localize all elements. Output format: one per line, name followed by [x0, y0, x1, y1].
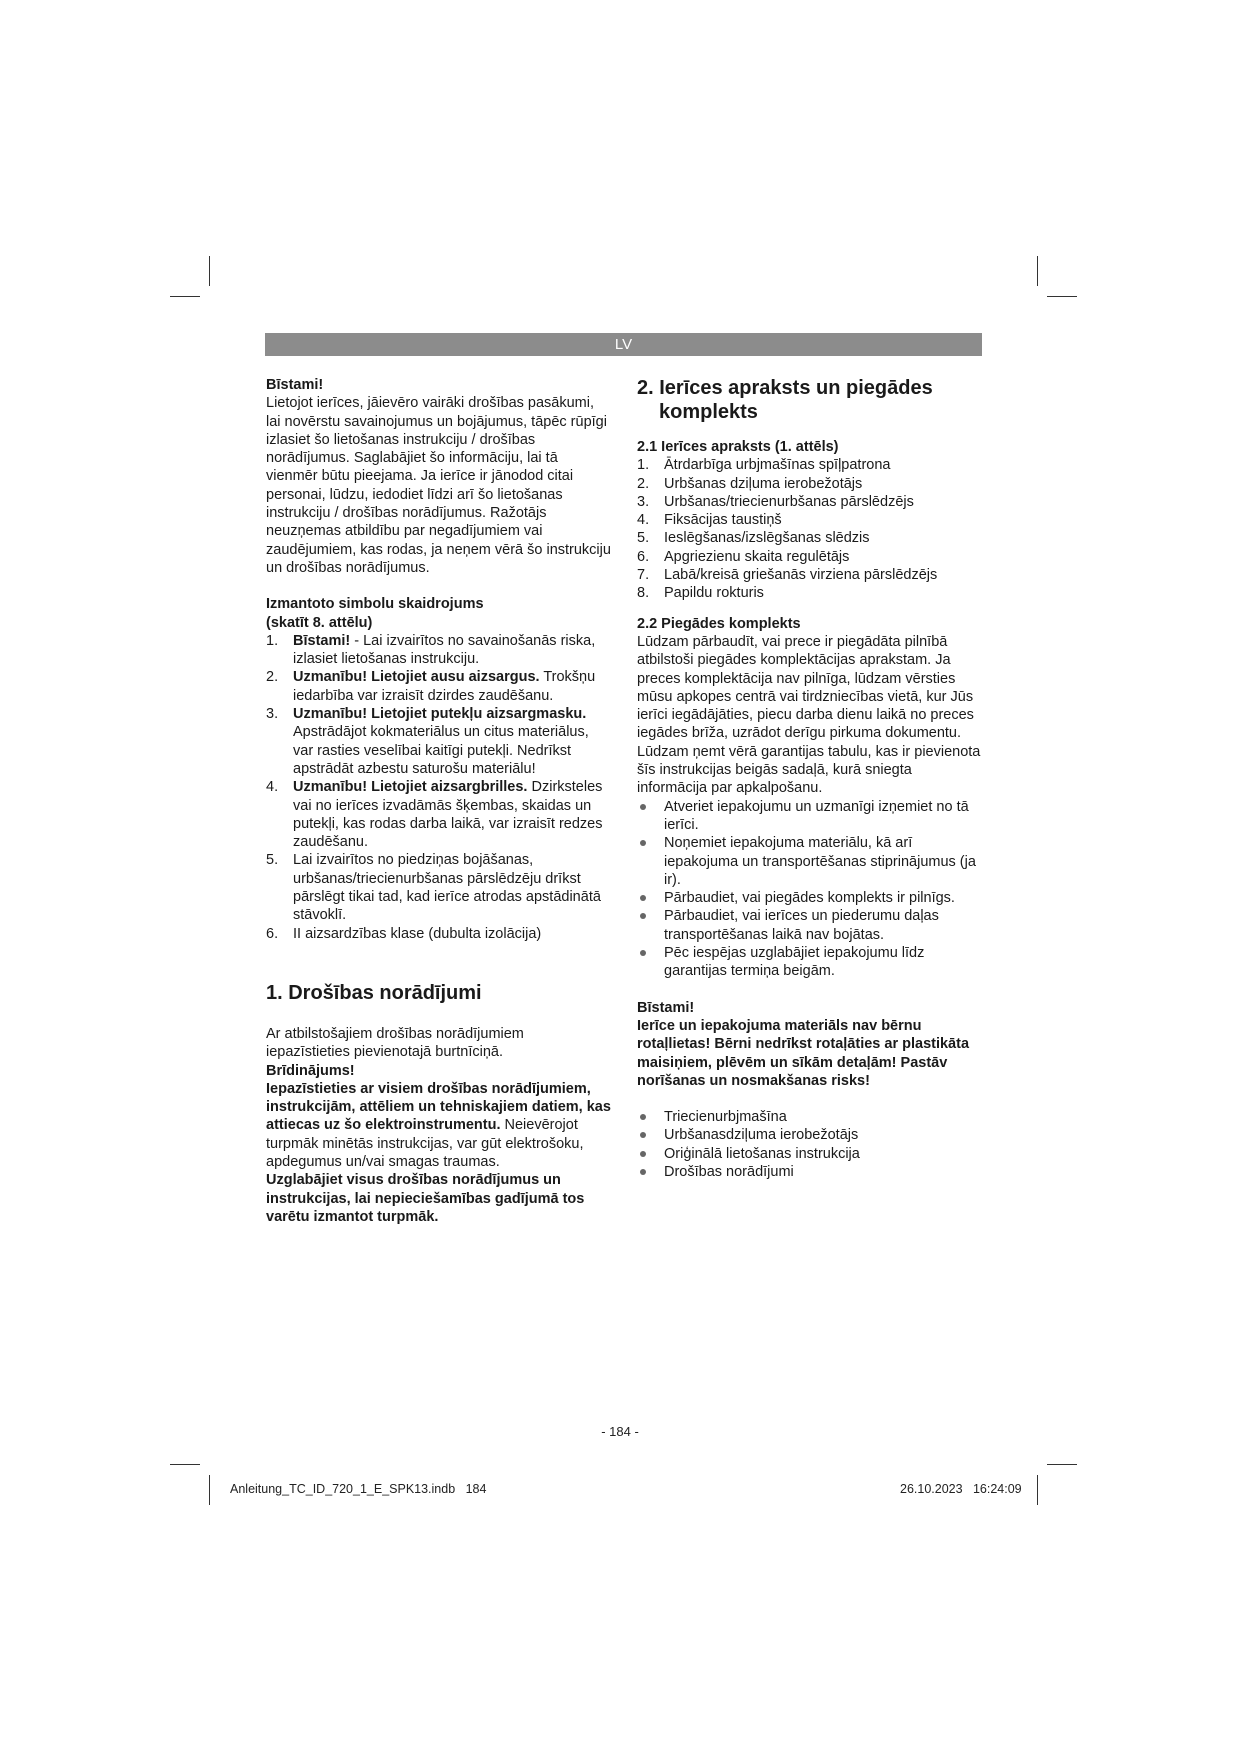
warnings-paragraph	[266, 1080, 611, 1171]
item-number: 5.	[637, 530, 650, 547]
item-text: Apgriezienu skaita regulētājs	[664, 548, 850, 565]
item-number: 5.	[266, 852, 279, 869]
crop-mark	[170, 1464, 200, 1465]
language-bar	[265, 333, 982, 356]
item-text: Trokšņu iedarbība var izraisīt dzirdes zaudēšanu.	[293, 669, 596, 704]
danger-heading: Bīstami!	[266, 377, 324, 393]
item-number: 1.	[637, 457, 650, 474]
list-item	[266, 632, 611, 669]
list-item: Pārbaudiet, vai ierīces un piederumu daļas transportēšanas laikā nav bojātas.	[637, 907, 982, 944]
item-bold: Uzmanību! Lietojiet ausu aizsargus.	[293, 669, 540, 686]
warnings-text: Neievērojot turpmāk minētās instrukcijas, var gūt elektrošoku, apdegumus un/vai smagas traumas.	[266, 1117, 584, 1170]
keep-instructions-text: Uzglabājiet visus drošības norādījumus un instrukcijas, lai nepieciešamības gadījumā tos varētu izmantot turpmāk.	[266, 1172, 585, 1225]
left-column	[266, 376, 611, 1226]
item-text: Dzirksteles vai no ierīces izvadāmās šķembas, skaidas un putekļi, kas rodas darba laikā, var izraisīt redzes zaudēšanu.	[293, 779, 603, 851]
item-bold: Uzmanību! Lietojiet aizsargbrilles.	[293, 779, 528, 796]
item-bold: Uzmanību! Lietojiet putekļu aizsargmasku.	[293, 706, 587, 723]
language-code: LV	[614, 336, 633, 353]
item-number: 8.	[637, 585, 650, 602]
item-number: 6.	[266, 925, 279, 942]
list-item	[637, 493, 982, 511]
section-2-title: 2. Ierīces apraksts un piegādes	[637, 377, 933, 399]
list-item	[266, 778, 611, 851]
list-item	[266, 705, 611, 778]
item-text: Ātrdarbīga urbjmašīnas spīļpatrona	[664, 457, 891, 474]
item-text: Urbšanas/triecienurbšanas pārslēdzējs	[664, 493, 914, 510]
item-text: Urbšanas dziļuma ierobežotājs	[664, 475, 863, 492]
item-text: Papildu rokturis	[664, 585, 764, 602]
list-item: Pēc iespējas uzglabājiet iepakojumu līdz garantijas termiņa beigām.	[637, 944, 982, 981]
crop-mark	[1037, 256, 1038, 286]
unpacking-steps-list	[637, 798, 982, 981]
item-number: 3.	[637, 493, 650, 510]
list-item	[266, 925, 611, 943]
item-number: 4.	[266, 779, 279, 796]
danger-text: Lietojot ierīces, jāievēro vairāki drošības pasākumi, lai novērstu savainojumus un bojājumus, tāpēc rūpīgi izlasiet šo lietošanas instrukciju / drošības norādījumus. Saglabājiet šo informāciju, lai tā vienmēr būtu pieejama. Ja ierīce ir jānodod citai personai, lūdzu, iedodiet līdzi arī šo lietošanas instrukciju / drošības norādījumus. Ražotājs neuzņemas atbildību par negadījumiem vai zaudējumiem, kas rodas, ja neņem vērā šo instrukciju un drošības norādījumus.	[266, 395, 611, 576]
list-item	[637, 475, 982, 493]
crop-mark	[1037, 1475, 1038, 1505]
subsection-2-2-title: 2.2 Piegādes komplekts	[637, 615, 801, 632]
list-item	[266, 668, 611, 705]
parts-list	[637, 456, 982, 602]
footer-datetime: 26.10.2023 16:24:09	[900, 1482, 1022, 1496]
list-item: Atveriet iepakojumu un uzmanīgi izņemiet no tā ierīci.	[637, 798, 982, 835]
symbols-subheading: (skatīt 8. attēlu)	[266, 614, 373, 631]
list-item: Pārbaudiet, vai piegādes komplekts ir pilnīgs.	[637, 889, 982, 907]
list-item	[637, 511, 982, 529]
page-number: - 184 -	[601, 1424, 639, 1439]
item-text: Labā/kreisā griešanās virziena pārslēdzējs	[664, 567, 938, 584]
list-item	[637, 548, 982, 566]
section-1-intro: Ar atbilstošajiem drošības norādījumiem iepazīstieties pievienotajā burtnīciņā.	[266, 1025, 524, 1061]
item-number: 1.	[266, 632, 279, 649]
item-number: 2.	[266, 669, 279, 686]
list-item: Urbšanasdziļuma ierobežotājs	[637, 1126, 982, 1144]
list-item	[637, 584, 982, 602]
item-text: Lai izvairītos no piedziņas bojāšanas, urbšanas/triecienurbšanas pārslēdzēju drīkst pārslēgt tikai tad, kad ierīce atrodas apstādinātā stāvoklī.	[293, 852, 601, 924]
contents-list	[637, 1108, 982, 1181]
footer-filename: Anleitung_TC_ID_720_1_E_SPK13.indb 184	[230, 1482, 487, 1496]
list-item	[637, 529, 982, 547]
list-item: Drošības norādījumi	[637, 1163, 982, 1181]
item-number: 2.	[637, 475, 650, 492]
list-item: Triecienurbjmašīna	[637, 1108, 982, 1126]
section-1-title: 1. Drošības norādījumi	[266, 981, 482, 1004]
symbols-list	[266, 632, 611, 943]
subsection-2-1-title: 2.1 Ierīces apraksts (1. attēls)	[637, 439, 839, 455]
section-2-title-cont: komplekts	[659, 401, 758, 423]
danger-heading: Bīstami!	[637, 999, 695, 1016]
item-text: Fiksācijas taustiņš	[664, 512, 782, 529]
item-number: 7.	[637, 567, 650, 584]
list-item	[637, 566, 982, 584]
danger-text: Ierīce un iepakojuma materiāls nav bērnu rotaļlietas! Bērni nedrīkst rotaļāties ar plastikāta maisiņiem, plēvēm un sīkām detaļām! Pastāv norīšanas un nosmakšanas risks!	[637, 1017, 970, 1089]
item-text: Ieslēgšanas/izslēgšanas slēdzis	[664, 530, 870, 547]
delivery-text: Lūdzam pārbaudīt, vai prece ir piegādāta pilnībā atbilstoši piegādes komplektācijas aprakstam. Ja preces komplektācija nav pilnīga, lūdzam vērsties mūsu apkopes centrā vai tirdzniecības vietā, kur Jūs ierīci iegādājāties, piecu darba dienu laikā no preces iegādes brīža, uzrādot derīgu pirkuma dokumentu. Lūdzam ņemt vērā garantijas tabulu, kas ir pievienota šīs instrukcijas beigās sadaļā, kurā sniegta informācija par apkalpošanu.	[637, 633, 981, 797]
warnings-bold-text: Iepazīstieties ar visiem drošības norādījumiem, instrukcijām, attēliem un tehniskajiem datiem, kas attiecas uz šo elektroinstrumentu.	[266, 1080, 611, 1134]
right-column	[637, 376, 982, 1181]
list-item: Noņemiet iepakojuma materiālu, kā arī iepakojuma un transportēšanas stiprinājumus (ja ir).	[637, 834, 982, 889]
item-number: 3.	[266, 706, 279, 723]
crop-mark	[209, 256, 210, 286]
item-text: Apstrādājot kokmateriālus un citus materiālus, var rasties veselībai kaitīgi putekļi. Nedrīkst apstrādāt azbestu saturošu materiālu!	[293, 724, 589, 777]
crop-mark	[1047, 1464, 1077, 1465]
crop-mark	[1047, 296, 1077, 297]
item-bold: Bīstami!	[293, 632, 351, 649]
item-number: 4.	[637, 512, 650, 529]
warnings-heading: Brīdinājums!	[266, 1062, 355, 1079]
item-number: 6.	[637, 548, 650, 565]
list-item	[266, 851, 611, 924]
item-text: - Lai izvairītos no savainošanās riska, izlasiet lietošanas instrukciju.	[293, 632, 596, 668]
symbols-heading: Izmantoto simbolu skaidrojums	[266, 596, 484, 613]
list-item: Oriģinālā lietošanas instrukcija	[637, 1145, 982, 1163]
list-item	[637, 456, 982, 474]
item-text: II aizsardzības klase (dubulta izolācija)	[293, 925, 542, 942]
crop-mark	[170, 296, 200, 297]
crop-mark	[209, 1475, 210, 1505]
